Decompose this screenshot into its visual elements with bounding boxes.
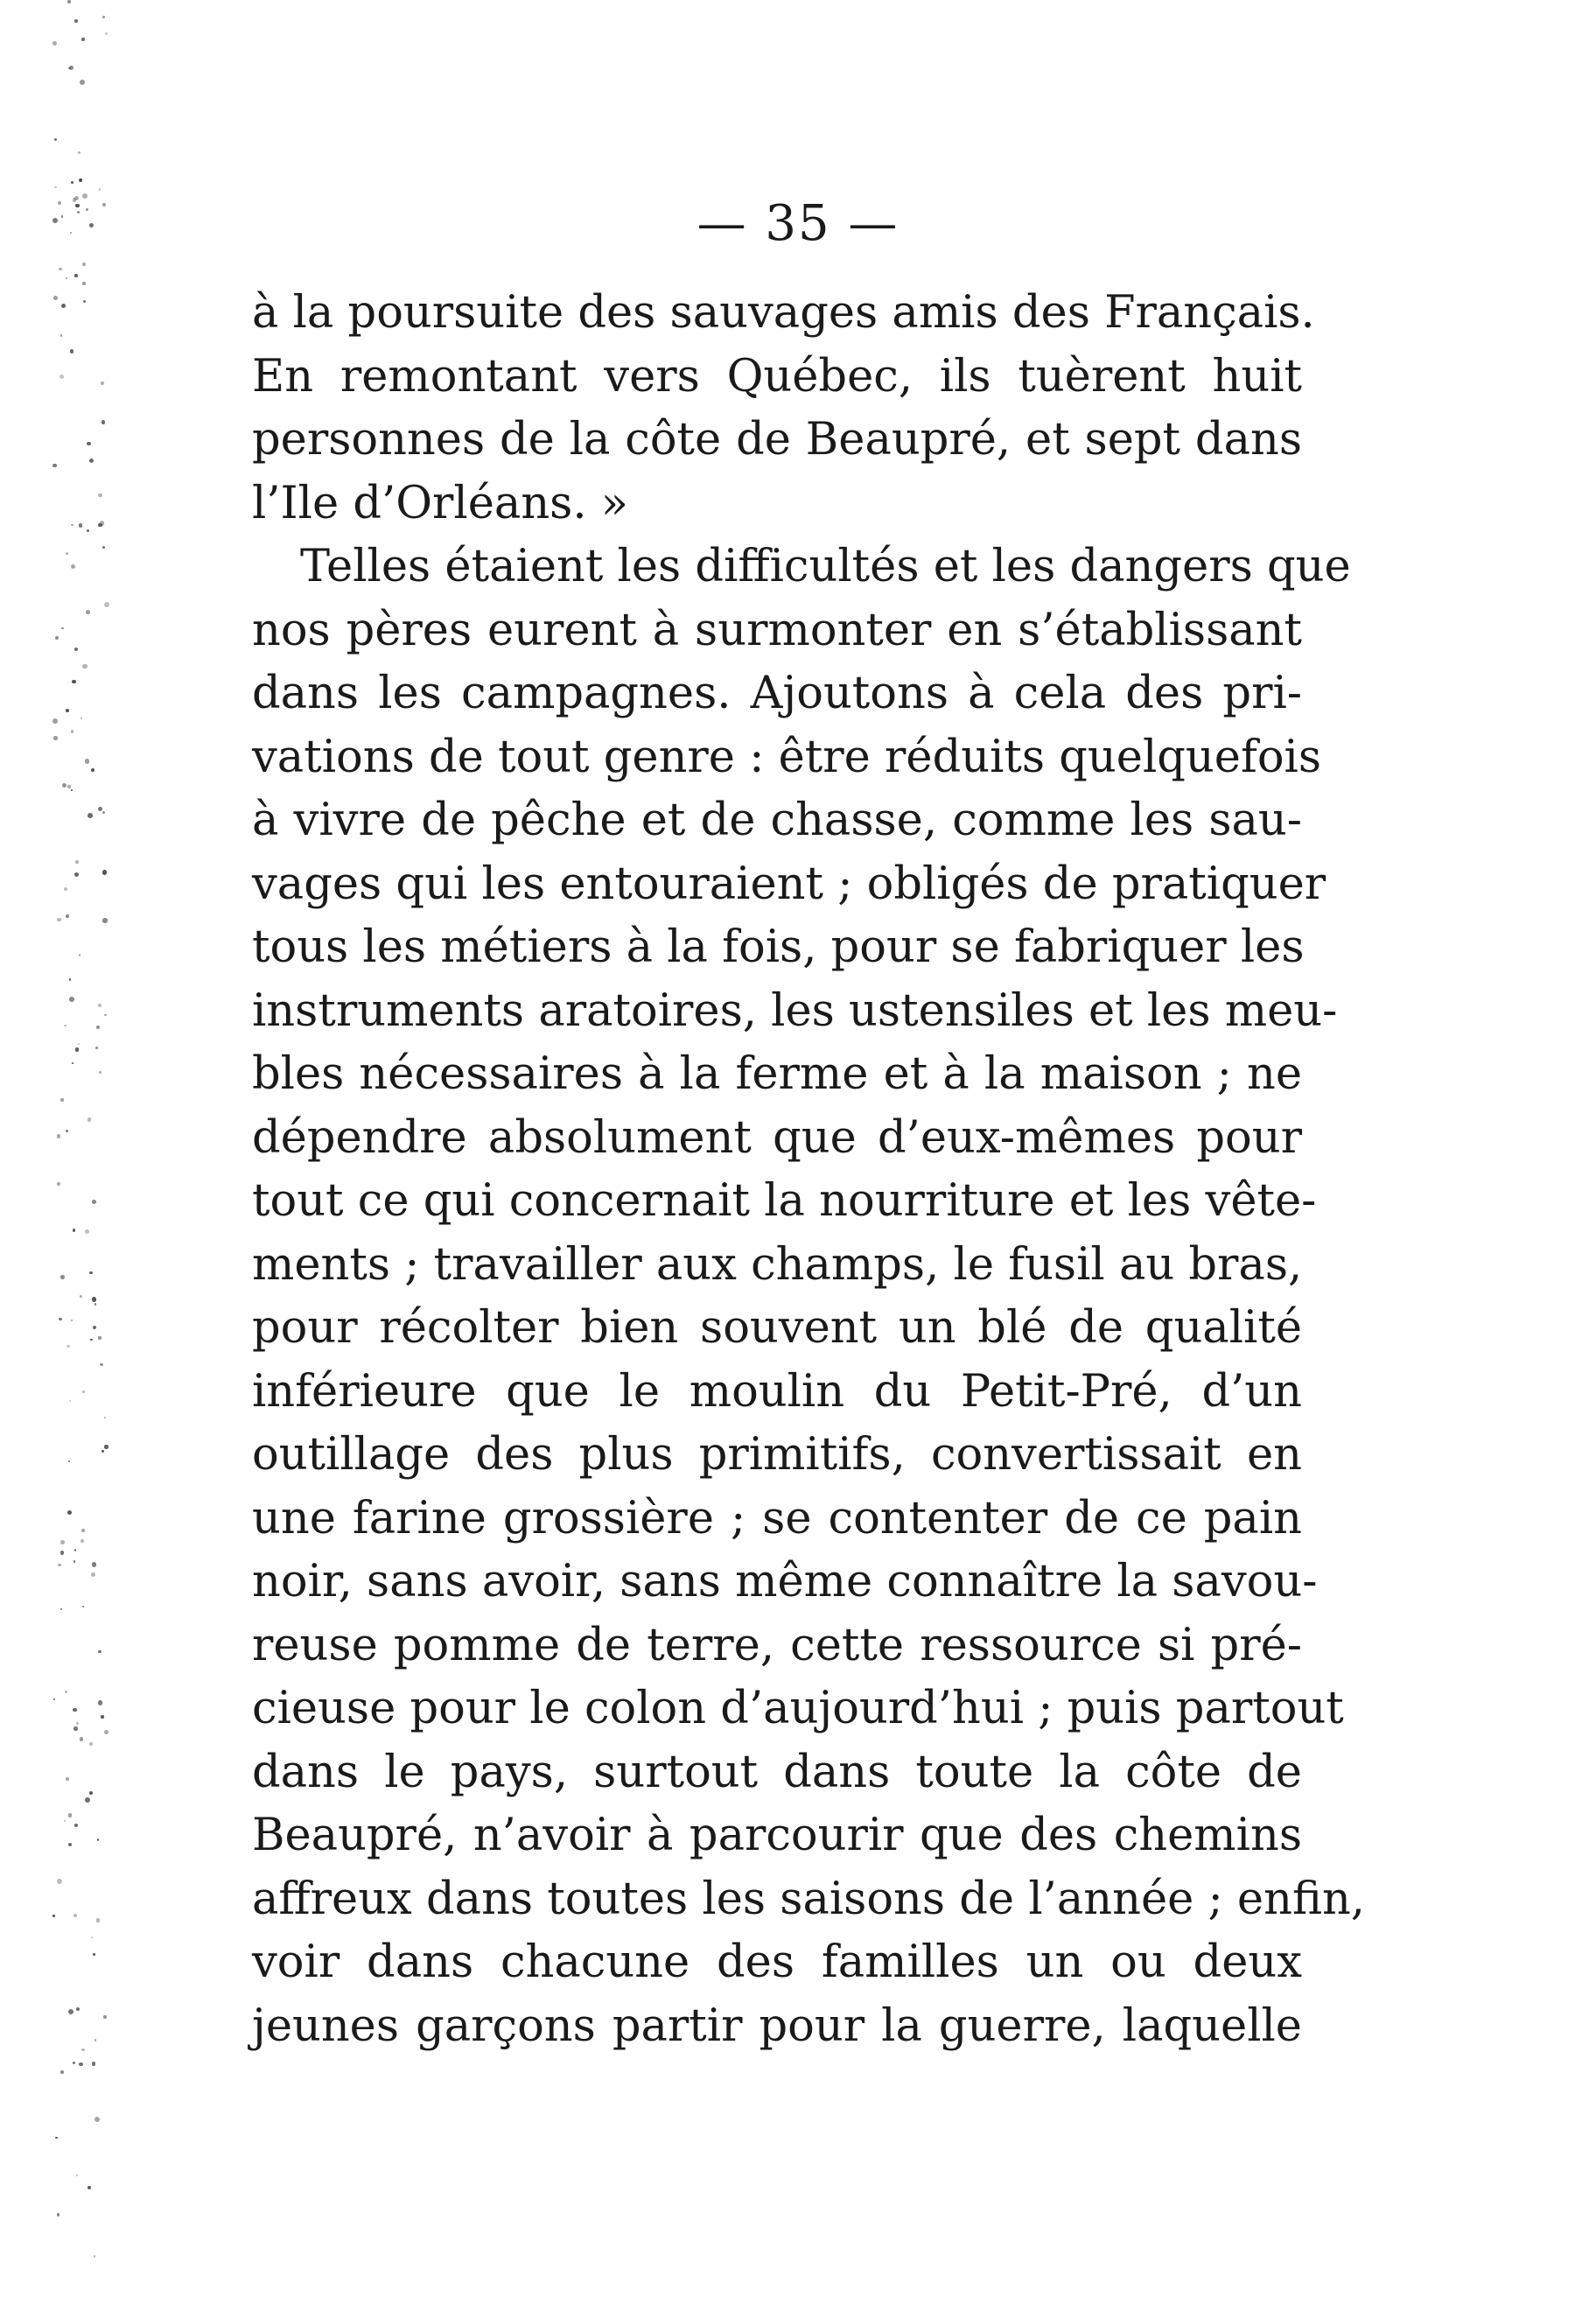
speckle-dot xyxy=(66,552,68,555)
text-line: une farine grossière ; se contenter de ce pain xyxy=(252,1492,1302,1544)
speckle-dot xyxy=(57,2213,60,2216)
speckle-dot xyxy=(88,2186,91,2189)
speckle-dot xyxy=(82,1606,84,1607)
speckle-dot xyxy=(79,2062,83,2067)
speckle-dot xyxy=(66,914,69,918)
speckle-dot xyxy=(79,523,83,528)
speckle-dot xyxy=(102,1450,104,1453)
speckle-dot xyxy=(75,204,79,207)
speckle-dot xyxy=(52,464,57,468)
speckle-dot xyxy=(102,203,106,207)
speckle-dot xyxy=(52,218,58,223)
speckle-dot xyxy=(92,1200,96,1204)
text-line: En remontant vers Québec, ils tuèrent huit xyxy=(252,350,1302,403)
speckle-dot xyxy=(102,811,105,814)
speckle-dot xyxy=(74,648,78,651)
speckle-dot xyxy=(102,546,105,549)
speckle-dot xyxy=(71,789,73,791)
speckle-dot xyxy=(92,1562,96,1566)
text-line: dans le pays, surtout dans toute la côte de xyxy=(252,1746,1302,1798)
speckle-dot xyxy=(53,1698,56,1701)
speckle-dot xyxy=(98,1336,102,1340)
speckle-dot xyxy=(69,978,71,980)
text-line: bles nécessaires à la ferme et à la maison ; ne xyxy=(252,1048,1302,1100)
speckle-dot xyxy=(57,1134,61,1138)
speckle-dot xyxy=(55,636,59,640)
speckle-dot xyxy=(60,2070,65,2075)
speckle-dot xyxy=(93,1326,96,1329)
speckle-dot xyxy=(96,1918,100,1922)
speckle-dot xyxy=(66,1130,67,1131)
speckle-dot xyxy=(94,2255,95,2257)
speckle-dot xyxy=(71,1320,73,1321)
paragraph-first-line: Telles étaient les difficultés et les dangers que xyxy=(300,541,1351,592)
speckle-dot xyxy=(80,1539,84,1543)
speckle-dot xyxy=(89,1791,93,1795)
speckle-dot xyxy=(57,918,60,921)
speckle-dot xyxy=(98,1004,102,1007)
speckle-dot xyxy=(94,2039,97,2041)
speckle-dot xyxy=(71,564,76,570)
speckle-dot xyxy=(59,1318,62,1321)
speckle-dot xyxy=(104,1014,107,1017)
speckle-dot xyxy=(102,420,106,424)
speckle-dot xyxy=(80,80,85,85)
speckle-dot xyxy=(52,718,58,724)
speckle-dot xyxy=(54,138,57,141)
text-line: noir, sans avoir, sans même connaître la savou- xyxy=(252,1556,1318,1607)
speckle-dot xyxy=(104,602,109,607)
speckle-dot xyxy=(82,263,86,266)
speckle-dot xyxy=(73,2062,75,2064)
text-line: affreux dans toutes les saisons de l’année ; enfin, xyxy=(252,1873,1366,1925)
speckle-dot xyxy=(102,870,108,875)
speckle-dot xyxy=(81,38,85,41)
speckle-dot xyxy=(76,2007,80,2011)
speckle-dot xyxy=(71,524,73,526)
text-line: outillage des plus primitifs, convertissait en xyxy=(252,1429,1302,1481)
speckle-dot xyxy=(71,181,74,184)
speckle-dot xyxy=(81,2048,85,2052)
speckle-dot xyxy=(85,759,90,764)
text-line: tous les métiers à la fois, pour se fabriquer les xyxy=(252,921,1305,973)
speckle-dot xyxy=(60,1540,65,1544)
speckle-dot xyxy=(74,19,78,23)
speckle-dot xyxy=(74,274,78,277)
speckle-dot xyxy=(69,66,74,70)
text-line: jeunes garçons partir pour la guerre, laquelle xyxy=(252,1999,1302,2052)
speckle-dot xyxy=(52,41,57,46)
body-text xyxy=(252,282,1366,2058)
text-line: ments ; travailler aux champs, le fusil au bras, xyxy=(252,1238,1303,1291)
speckle-dot xyxy=(57,1182,60,1186)
page-number: — 35 — xyxy=(696,195,900,252)
speckle-dot xyxy=(73,1708,77,1712)
speckle-dot xyxy=(86,208,88,211)
speckle-dot xyxy=(89,459,94,463)
speckle-dot xyxy=(74,1549,76,1551)
speckle-dot xyxy=(71,730,74,732)
speckle-dot xyxy=(61,215,63,217)
speckle-dot xyxy=(61,304,66,308)
speckle-dot xyxy=(52,1915,55,1917)
speckle-dot xyxy=(58,201,61,205)
speckle-dot xyxy=(89,1271,92,1274)
speckle-dot xyxy=(69,1400,71,1402)
speckle-dot xyxy=(79,954,80,956)
speckle-dot xyxy=(67,785,71,788)
speckle-dot xyxy=(96,1026,100,1029)
speckle-dot xyxy=(89,223,94,228)
speckle-dot xyxy=(82,282,86,285)
speckle-dot xyxy=(94,1303,97,1306)
speckle-dot xyxy=(67,0,71,4)
speckle-dot xyxy=(68,1813,73,1817)
speckle-dot xyxy=(72,1062,74,1064)
speckle-dot xyxy=(74,1914,78,1918)
speckle-dot xyxy=(74,872,79,877)
speckle-dot xyxy=(78,1043,80,1045)
speckle-dot xyxy=(105,32,108,35)
text-line: Beaupré, n’avoir à parcourir que des chemins xyxy=(252,1810,1302,1861)
speckle-dot xyxy=(78,151,80,154)
speckle-dot xyxy=(74,1560,76,1563)
speckle-dot xyxy=(64,1820,66,1822)
speckle-dot xyxy=(69,997,74,1002)
speckle-dot xyxy=(104,1445,108,1448)
speckle-dot xyxy=(59,268,61,270)
speckle-dot xyxy=(53,296,58,300)
speckle-dot xyxy=(80,1295,82,1298)
speckle-dot xyxy=(75,1047,79,1051)
speckle-dot xyxy=(76,1722,78,1724)
text-line: tout ce qui concernait la nourriture et les vête- xyxy=(252,1175,1317,1227)
text-line: vages qui les entouraient ; obligés de pratiquer xyxy=(252,858,1326,910)
speckle-dot xyxy=(100,1363,102,1366)
speckle-dot xyxy=(75,860,79,864)
speckle-dot xyxy=(77,211,80,214)
speckle-dot xyxy=(65,1691,67,1693)
speckle-dot xyxy=(87,529,89,532)
speckle-dot xyxy=(83,300,86,303)
speckle-dot xyxy=(88,1117,91,1121)
speckle-dot xyxy=(102,918,107,922)
speckle-dot xyxy=(60,1608,62,1610)
speckle-dot xyxy=(97,1838,99,1840)
text-line: personnes de la côte de Beaupré, et sept dans xyxy=(252,414,1302,466)
speckle-dot xyxy=(74,1726,77,1730)
speckle-dot xyxy=(100,521,105,526)
speckle-dot xyxy=(81,1529,85,1532)
scan-margin-speckle xyxy=(52,0,114,2318)
speckle-dot xyxy=(72,680,76,684)
speckle-dot xyxy=(99,188,101,190)
speckle-dot xyxy=(70,349,74,353)
speckle-dot xyxy=(98,494,102,498)
speckle-dot xyxy=(92,1297,96,1301)
speckle-dot xyxy=(61,627,64,630)
speckle-dot xyxy=(80,717,83,719)
speckle-dot xyxy=(64,1025,66,1027)
speckle-dot xyxy=(91,768,94,772)
text-line: instruments aratoires, les ustensiles et les meu- xyxy=(252,984,1338,1037)
speckle-dot xyxy=(66,1777,69,1781)
speckle-dot xyxy=(64,887,67,891)
speckle-dot xyxy=(68,1843,72,1846)
speckle-dot xyxy=(53,736,57,739)
speckle-dot xyxy=(76,2174,78,2176)
speckle-dot xyxy=(91,1936,94,1939)
speckle-dot xyxy=(102,16,105,18)
speckle-dot xyxy=(86,610,90,614)
speckle-dot xyxy=(91,1572,95,1577)
speckle-dot xyxy=(80,1737,83,1740)
speckle-dot xyxy=(68,2009,74,2014)
speckle-dot xyxy=(66,709,69,712)
speckle-dot xyxy=(90,1339,93,1341)
speckle-dot xyxy=(103,2015,107,2019)
speckle-dot xyxy=(66,1345,70,1348)
speckle-dot xyxy=(82,193,88,199)
speckle-dot xyxy=(82,664,87,669)
speckle-dot xyxy=(60,334,62,336)
text-line: dépendre absolument que d’eux-mêmes pour xyxy=(252,1111,1302,1164)
speckle-dot xyxy=(54,186,57,189)
speckle-dot xyxy=(58,1564,60,1566)
speckle-dot xyxy=(89,1742,93,1746)
speckle-dot xyxy=(73,198,76,201)
speckle-dot xyxy=(88,813,93,818)
speckle-dot xyxy=(101,1715,104,1719)
speckle-dot xyxy=(98,1700,103,1705)
speckle-dot xyxy=(95,1047,98,1049)
speckle-dot xyxy=(80,179,82,181)
speckle-dot xyxy=(57,1879,62,1884)
speckle-dot xyxy=(60,1275,65,1279)
text-line: nos pères eurent à surmonter en s’établissant xyxy=(252,604,1302,656)
text-line: reuse pomme de terre, cette ressource si pré- xyxy=(252,1619,1302,1671)
text-line: à la poursuite des sauvages amis des Français. xyxy=(252,287,1315,339)
speckle-dot xyxy=(92,2062,95,2065)
speckle-dot xyxy=(104,1417,106,1418)
text-line: à vivre de pêche et de chasse, comme les sau- xyxy=(252,795,1302,846)
speckle-dot xyxy=(101,382,104,385)
speckle-dot xyxy=(60,1551,64,1554)
text-line: voir dans chacune des familles un ou deux xyxy=(252,1936,1302,1988)
speckle-dot xyxy=(60,375,64,379)
speckle-dot xyxy=(98,807,102,811)
speckle-dot xyxy=(87,442,91,446)
speckle-dot xyxy=(82,1390,85,1393)
text-line: l’Ile d’Orléans. » xyxy=(252,477,628,529)
speckle-dot xyxy=(68,1460,71,1463)
text-line: pour récolter bien souvent un blé de qualité xyxy=(252,1302,1302,1354)
speckle-dot xyxy=(74,1824,78,1827)
speckle-dot xyxy=(99,1071,102,1074)
speckle-dot xyxy=(98,1650,102,1654)
speckle-dot xyxy=(85,1229,89,1234)
speckle-dot xyxy=(55,2137,58,2139)
speckle-dot xyxy=(70,232,72,234)
text-line: inférieure que le moulin du Petit-Pré, d’un xyxy=(252,1365,1302,1418)
speckle-dot xyxy=(62,783,66,788)
text-line: dans les campagnes. Ajoutons à cela des pri- xyxy=(252,668,1302,719)
text-line: vations de tout genre : être réduits quelquefois xyxy=(252,731,1322,783)
speckle-dot xyxy=(104,1730,108,1734)
speckle-dot xyxy=(67,1510,72,1515)
text-line: cieuse pour le colon d’aujourd’hui ; puis partout xyxy=(252,1683,1344,1734)
speckle-dot xyxy=(66,277,67,279)
speckle-dot xyxy=(94,2117,100,2122)
speckle-dot xyxy=(73,1229,76,1232)
speckle-dot xyxy=(60,1098,64,1102)
speckle-dot xyxy=(93,1953,95,1956)
speckle-dot xyxy=(85,1797,90,1803)
